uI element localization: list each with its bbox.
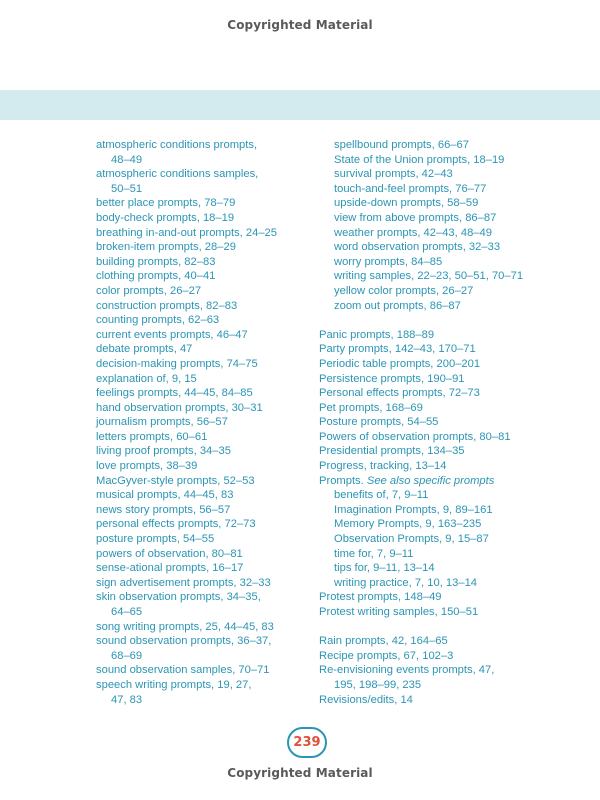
index-entry: song writing prompts, 25, 44–45, 83 bbox=[96, 620, 274, 633]
index-entry: color prompts, 26–27 bbox=[96, 284, 202, 297]
index-entry: Personal effects prompts, 72–73 bbox=[319, 387, 480, 400]
index-entry: Presidential prompts, 134–35 bbox=[319, 445, 465, 458]
index-subentry: time for, 7, 9–11 bbox=[334, 547, 414, 560]
index-entry: journalism prompts, 56–57 bbox=[96, 416, 228, 429]
index-subentry: writing practice, 7, 10, 13–14 bbox=[334, 576, 478, 589]
index-subentry: Imagination Prompts, 9, 89–161 bbox=[334, 503, 493, 516]
index-entry: Rain prompts, 42, 164–65 bbox=[319, 635, 448, 648]
index-subentry: worry prompts, 84–85 bbox=[334, 255, 443, 268]
index-subentry: Observation Prompts, 9, 15–87 bbox=[334, 533, 489, 546]
index-entry: Periodic table prompts, 200–201 bbox=[319, 357, 481, 370]
index-entry: current events prompts, 46–47 bbox=[96, 328, 248, 341]
index-subentry: benefits of, 7, 9–11 bbox=[334, 489, 429, 502]
page-number-badge: 239 bbox=[287, 727, 327, 758]
index-entry: hand observation prompts, 30–31 bbox=[96, 401, 263, 414]
index-entry: Panic prompts, 188–89 bbox=[319, 328, 435, 341]
index-entry: posture prompts, 54–55 bbox=[96, 533, 215, 546]
index-entry: living proof prompts, 34–35 bbox=[96, 445, 231, 458]
index-entry: breathing in-and-out prompts, 24–25 bbox=[96, 226, 277, 239]
index-entry: sense-ational prompts, 16–17 bbox=[96, 562, 244, 575]
index-entry: construction prompts, 82–83 bbox=[96, 299, 238, 312]
index-subentry: survival prompts, 42–43 bbox=[334, 168, 453, 181]
index-subentry: weather prompts, 42–43, 48–49 bbox=[334, 226, 492, 239]
index-entry: atmospheric conditions samples, bbox=[96, 168, 259, 181]
index-entry: Revisions/edits, 14 bbox=[319, 693, 413, 706]
index-entry: body-check prompts, 18–19 bbox=[96, 211, 235, 224]
index-entry-continuation: 47, 83 bbox=[111, 693, 143, 706]
index-entry: musical prompts, 44–45, 83 bbox=[96, 489, 234, 502]
index-subentry: upside-down prompts, 58–59 bbox=[334, 197, 479, 210]
index-entry: sound observation prompts, 36–37, bbox=[96, 635, 272, 648]
index-subentry: writing samples, 22–23, 50–51, 70–71 bbox=[334, 270, 524, 283]
index-entry-continuation: 68–69 bbox=[111, 649, 143, 662]
index-entry: counting prompts, 62–63 bbox=[96, 314, 220, 327]
index-entry: Pet prompts, 168–69 bbox=[319, 401, 423, 414]
index-entry bbox=[319, 474, 579, 489]
index-column-right bbox=[319, 138, 579, 707]
index-entry: letters prompts, 60–61 bbox=[96, 430, 208, 443]
index-entry: speech writing prompts, 19, 27, bbox=[96, 678, 252, 691]
index-entry: atmospheric conditions prompts, bbox=[96, 139, 258, 151]
prompts-heading: Prompts. bbox=[319, 474, 367, 487]
index-entry: skin observation prompts, 34–35, bbox=[96, 591, 261, 604]
index-entry: powers of observation, 80–81 bbox=[96, 547, 243, 560]
index-entry: explanation of, 9, 15 bbox=[96, 372, 197, 385]
index-entry: Recipe prompts, 67, 102–3 bbox=[319, 649, 454, 662]
index-entry-continuation: 195, 198–99, 235 bbox=[334, 678, 422, 691]
index-entry: broken-item prompts, 28–29 bbox=[96, 241, 236, 254]
header-band bbox=[0, 90, 600, 120]
index-entry: personal effects prompts, 72–73 bbox=[96, 518, 256, 531]
index-entry: Party prompts, 142–43, 170–71 bbox=[319, 343, 476, 356]
index-subentry: spellbound prompts, 66–67 bbox=[334, 139, 469, 151]
index-entry-continuation: 50–51 bbox=[111, 182, 143, 195]
index-entry: Powers of observation prompts, 80–81 bbox=[319, 430, 511, 443]
copyright-header: Copyrighted Material bbox=[227, 18, 373, 32]
index-entry: Posture prompts, 54–55 bbox=[319, 416, 439, 429]
index-entry: sign advertisement prompts, 32–33 bbox=[96, 576, 271, 589]
index-entry: MacGyver-style prompts, 52–53 bbox=[96, 474, 255, 487]
index-entry: feelings prompts, 44–45, 84–85 bbox=[96, 387, 253, 400]
index-subentry: State of the Union prompts, 18–19 bbox=[334, 153, 505, 166]
index-subentry: tips for, 9–11, 13–14 bbox=[334, 562, 435, 575]
index-column-left bbox=[96, 138, 308, 707]
index-subentry: touch-and-feel prompts, 76–77 bbox=[334, 182, 487, 195]
index-subentry: zoom out prompts, 86–87 bbox=[334, 299, 461, 312]
index-subentry: yellow color prompts, 26–27 bbox=[334, 284, 474, 297]
copyright-footer: Copyrighted Material bbox=[227, 766, 373, 780]
index-entry: debate prompts, 47 bbox=[96, 343, 193, 356]
index-entry: Re-envisioning events prompts, 47, bbox=[319, 664, 495, 677]
index-entry: news story prompts, 56–57 bbox=[96, 503, 231, 516]
index-entry-continuation: 48–49 bbox=[111, 153, 143, 166]
index-subentry: Memory Prompts, 9, 163–235 bbox=[334, 518, 482, 531]
index-entry: decision-making prompts, 74–75 bbox=[96, 357, 258, 370]
index-entry: clothing prompts, 40–41 bbox=[96, 270, 216, 283]
index-entry: better place prompts, 78–79 bbox=[96, 197, 236, 210]
section-gap bbox=[319, 313, 579, 328]
index-subentry: word observation prompts, 32–33 bbox=[334, 241, 501, 254]
index-entry: Persistence prompts, 190–91 bbox=[319, 372, 465, 385]
see-also-reference: See also specific prompts bbox=[366, 474, 495, 487]
index-entry: Protest writing samples, 150–51 bbox=[319, 606, 479, 618]
index-entry: building prompts, 82–83 bbox=[96, 255, 216, 268]
index-entry: love prompts, 38–39 bbox=[96, 460, 198, 473]
index-entry-continuation: 64–65 bbox=[111, 606, 143, 618]
index-entry: sound observation samples, 70–71 bbox=[96, 664, 270, 677]
index-entry: Progress, tracking, 13–14 bbox=[319, 460, 447, 473]
section-gap bbox=[319, 620, 579, 635]
index-entry: Protest prompts, 148–49 bbox=[319, 591, 442, 604]
index-subentry: view from above prompts, 86–87 bbox=[334, 211, 497, 224]
